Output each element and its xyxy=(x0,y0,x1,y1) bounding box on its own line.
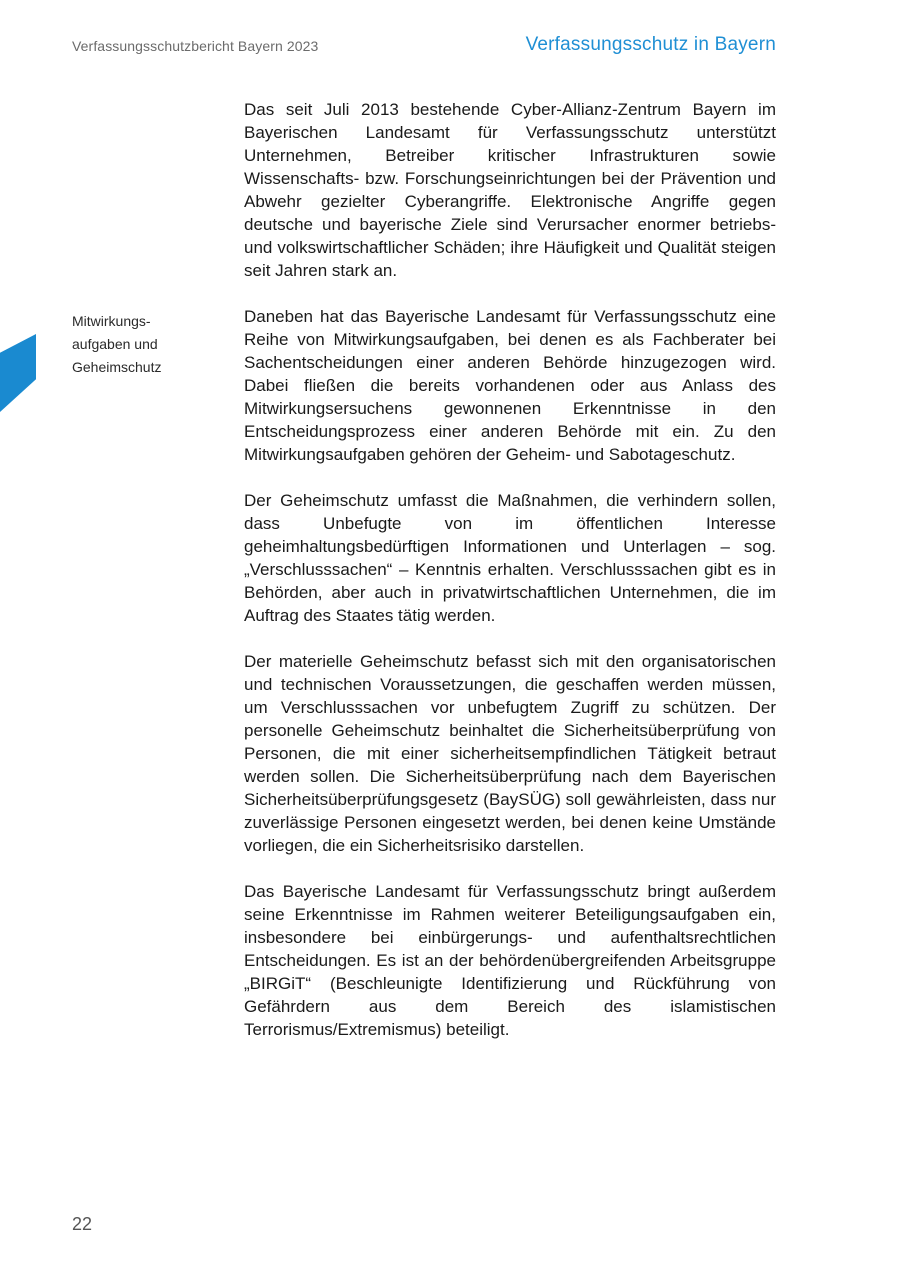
paragraph-mitwirkungsaufgaben: Daneben hat das Bayerische Landesamt für Verfassungsschutz eine Reihe von Mitwirkungsaufgaben, bei denen es als Fachberater bei Sachentscheidungen einer anderen Behörde hinzugezogen wird. Dabei fließen die bereits vorhandenen oder aus Anlass des Mitwirkungsersuchens gewonnenen Erkenntnisse in den Entscheidungsprozess einer anderen Behörde mit ein. Zu den Mitwirkungsaufgaben gehören der Geheim- und Sabotageschutz. xyxy=(244,307,776,464)
paragraph-materieller-geheimschutz: Der materielle Geheimschutz befasst sich mit den organisatorischen und technischen Voraussetzungen, die geschaffen werden müssen, um Verschlusssachen vor unbefugtem Zugriff zu schützen. Der personelle Geheimschutz beinhaltet die Sicherheitsüberprüfung von Personen, die mit einer sicherheitsempfindlichen Tätigkeit betraut werden sollen. Die Sicherheitsüberprüfung nach dem Bayerischen Sicherheitsüberprüfungsgesetz (BaySÜG) soll gewährleisten, dass nur zuverlässige Personen eingesetzt werden, bei denen keine Umstände vorliegen, die ein Sicherheitsrisiko darstellen. xyxy=(244,652,776,855)
paragraph-geheimschutz: Der Geheimschutz umfasst die Maßnahmen, die verhindern sollen, dass Unbefugte von im öffentlichen Interesse geheimhaltungsbedürftigen Informationen und Unterlagen – sog. „Verschlusssachen“ – Kenntnis erhalten. Verschlusssachen gibt es in Behörden, aber auch in privatwirtschaftlichen Unternehmen, die im Auftrag des Staates tätig werden. xyxy=(244,491,776,625)
paragraph-beteiligungsaufgaben: Das Bayerische Landesamt für Verfassungsschutz bringt außerdem seine Erkenntnisse im Rahmen weiterer Beteiligungsaufgaben ein, insbesondere bei einbürgerungs- und aufenthaltsrechtlichen Entscheidungen. Es ist an der behördenübergreifenden Arbeitsgruppe „BIRGiT“ (Beschleunigte Identifizierung und Rückführung von Gefährdern aus dem Bereich des islamistischen Terrorismus/Extremismus) beteiligt. xyxy=(244,882,776,1039)
chapter-tab-marker xyxy=(0,334,36,412)
body-text xyxy=(244,98,776,1064)
running-header-publication: Verfassungsschutzbericht Bayern 2023 xyxy=(72,38,319,54)
margin-note-line: Mitwirkungs- xyxy=(72,313,151,329)
running-header-chapter: Verfassungsschutz in Bayern xyxy=(525,34,776,55)
margin-note-line: Geheimschutz xyxy=(72,359,162,375)
paragraph-cyber-allianz: Das seit Juli 2013 bestehende Cyber-Allianz-Zentrum Bayern im Bayerischen Landesamt für Verfassungsschutz unterstützt Unternehmen, Betreiber kritischer Infrastrukturen sowie Wissenschafts- bzw. Forschungseinrichtungen bei der Prävention und Abwehr gezielter Cyberangriffe. Elektronische Angriffe gegen deutsche und bayerische Ziele sind Verursacher enormer betriebs- und volkswirtschaftlicher Schäden; ihre Häufigkeit und Qualität steigen seit Jahren stark an. xyxy=(244,100,776,280)
margin-note xyxy=(72,310,212,379)
page-number: 22 xyxy=(72,1214,93,1234)
margin-note-line: aufgaben und xyxy=(72,336,158,352)
